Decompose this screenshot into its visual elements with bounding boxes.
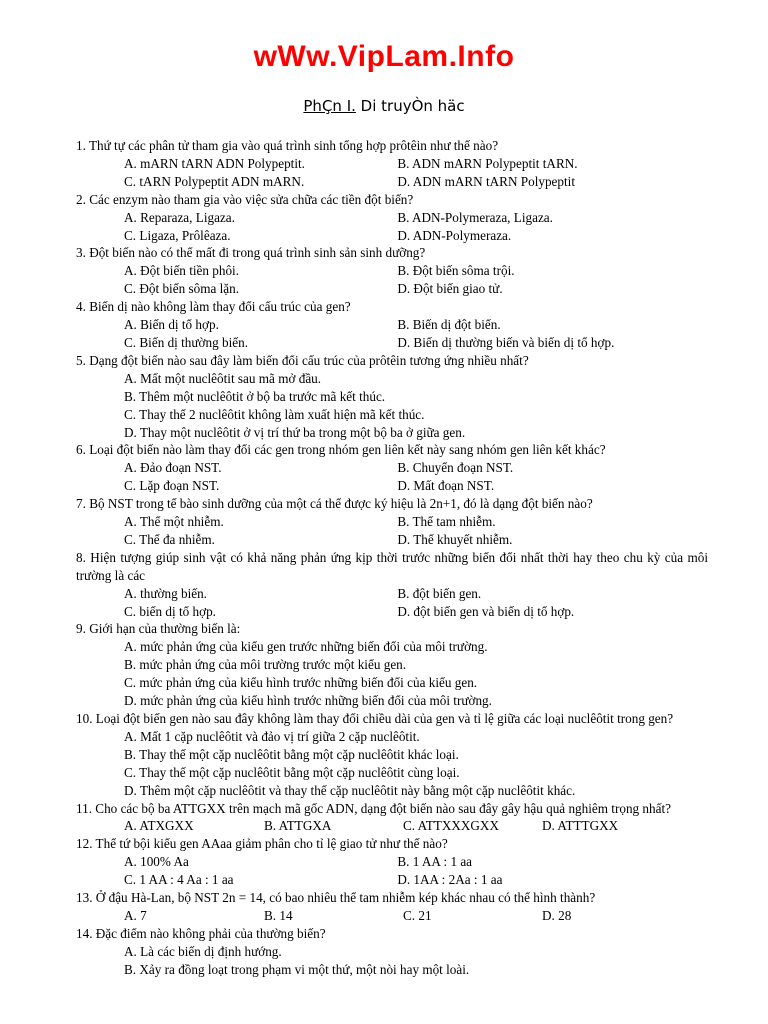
q14-option-a: A. Là các biến dị định hướng. — [124, 943, 282, 959]
q7-option-c: C. Thể đa nhiễm. — [124, 531, 215, 547]
section-title: Di truyÒn häc — [355, 97, 465, 115]
q6-option-c: C. Lặp đoạn NST. — [124, 478, 220, 494]
q2-option-c: C. Ligaza, Prôlêaza. — [124, 227, 231, 243]
section-heading — [0, 97, 768, 115]
question-10: 10. Loại đột biến gen nào sau đây không làm thay đổi chiều dài của gen và tỉ lệ giữa các loại nuclêôtit trong gen? — [76, 711, 674, 726]
q10-option-c: C. Thay thế một cặp nuclêôtit bằng một cặp nuclêôtit cùng loại. — [124, 764, 460, 780]
site-watermark-title: wWw.VipLam.Info — [253, 40, 515, 73]
q6-option-d: D. Mất đoạn NST. — [397, 478, 495, 494]
question-5: 5. Dạng đột biến nào sau đây làm biến đổi cấu trúc của prôtêin tương ứng nhiều nhất? — [76, 352, 529, 368]
q7-option-d: D. Thể khuyết nhiễm. — [397, 531, 513, 547]
q2-option-a: A. Reparaza, Ligaza. — [124, 209, 235, 225]
question-9: 9. Giới hạn của thường biến là: — [76, 621, 241, 637]
q9-option-d: D. mức phản ứng của kiểu hình trước những biến đổi của môi trường. — [124, 693, 492, 709]
question-13: 13. Ở đậu Hà-Lan, bộ NST 2n = 14, có bao nhiêu thể tam nhiễm kép khác nhau có thể hình thành? — [76, 890, 596, 906]
q7-option-b: B. Thể tam nhiễm. — [397, 514, 496, 530]
q6-option-a: A. Đảo đoạn NST. — [124, 460, 222, 476]
q11-option-d: D. ATTTGXX — [542, 818, 619, 834]
question-14: 14. Đặc điểm nào không phải của thường biến? — [76, 925, 326, 941]
question-7: 7. Bộ NST trong tế bào sinh dưỡng của một cá thể được ký hiệu là 2n+1, đó là dạng đột biến nào? — [76, 496, 593, 512]
q5-option-a: A. Mất một nuclêôtit sau mã mở đầu. — [124, 370, 322, 386]
q1-option-d: D. ADN mARN tARN Polypeptit — [397, 173, 575, 189]
question-4: 4. Biến dị nào không làm thay đổi cấu trúc của gen? — [76, 299, 351, 315]
q12-option-d: D. 1AA : 2Aa : 1 aa — [397, 872, 503, 888]
q10-option-a: A. Mất 1 cặp nuclêôtit và đảo vị trí giữa 2 cặp nuclêôtit. — [124, 728, 420, 744]
section-prefix: PhÇn I. — [303, 97, 356, 115]
q5-option-b: B. Thêm một nuclêôtit ở bộ ba trước mã kết thúc. — [124, 388, 386, 404]
q13-option-c: C. 21 — [403, 907, 432, 923]
q6-option-b: B. Chuyển đoạn NST. — [397, 460, 514, 476]
q13-option-b: B. 14 — [264, 907, 293, 923]
question-list — [76, 137, 708, 979]
q1-option-c: C. tARN Polypeptit ADN mARN. — [124, 173, 305, 189]
q9-option-b: B. mức phản ứng của môi trường trước một kiểu gen. — [124, 657, 407, 673]
q7-option-a: A. Thể một nhiễm. — [124, 514, 224, 530]
q12-option-c: C. 1 AA : 4 Aa : 1 aa — [124, 872, 234, 888]
question-11: 11. Cho các bộ ba ATTGXX trên mạch mã gốc ADN, dạng đột biến nào sau đây gây hậu quả nghiêm trọng nhất? — [76, 800, 671, 816]
q3-option-c: C. Đột biến sôma lặn. — [124, 281, 240, 297]
q8-option-c: C. biến dị tổ hợp. — [124, 603, 216, 619]
q3-option-a: A. Đột biến tiền phôi. — [124, 263, 240, 279]
q14-option-b: B. Xảy ra đồng loạt trong phạm vi một thứ, một nòi hay một loài. — [124, 961, 470, 977]
q10-option-b: B. Thay thế một cặp nuclêôtit bằng một cặp nuclêôtit khác loại. — [124, 746, 459, 762]
q13-option-d: D. 28 — [542, 907, 572, 923]
q2-option-d: D. ADN-Polymeraza. — [397, 227, 512, 243]
q8-option-a: A. thường biến. — [124, 585, 207, 601]
q4-option-a: A. Biến dị tổ hợp. — [124, 317, 219, 333]
q5-option-c: C. Thay thế 2 nuclêôtit không làm xuất hiện mã kết thúc. — [124, 406, 425, 422]
q5-option-d: D. Thay một nuclêôtit ở vị trí thứ ba trong một bộ ba ở giữa gen. — [124, 424, 466, 440]
q9-option-a: A. mức phản ứng của kiểu gen trước những biến đổi của môi trường. — [124, 639, 488, 655]
q11-option-c: C. ATTXXXGXX — [403, 818, 499, 834]
q4-option-b: B. Biến dị đột biến. — [397, 317, 501, 333]
q1-option-a: A. mARN tARN ADN Polypeptit. — [124, 155, 305, 171]
q4-option-c: C. Biến dị thường biến. — [124, 334, 249, 350]
question-12: 12. Thể tứ bội kiểu gen AAaa giảm phân cho tỉ lệ giao tử như thế nào? — [76, 836, 448, 852]
q4-option-d: D. Biến dị thường biến và biến dị tổ hợp. — [397, 334, 615, 350]
q8-option-b: B. đột biến gen. — [397, 585, 482, 601]
q3-option-b: B. Đột biến sôma trội. — [397, 263, 515, 279]
q9-option-c: C. mức phản ứng của kiểu hình trước những biến đổi của kiểu gen. — [124, 675, 478, 691]
question-3: 3. Đột biến nào có thể mất đi trong quá trình sinh sản sinh dưỡng? — [76, 245, 426, 261]
q11-option-b: B. ATTGXA — [264, 818, 332, 834]
q12-option-b: B. 1 AA : 1 aa — [397, 854, 473, 870]
question-1: 1. Thứ tự các phân tử tham gia vào quá trình sinh tổng hợp prôtêin như thế nào? — [76, 138, 499, 153]
question-8: 8. Hiện tượng giúp sinh vật có khả năng phản ứng kịp thời trước những biến đổi nhất thời hay theo chu kỳ của môi trường là các — [76, 549, 708, 583]
question-6: 6. Loại đột biến nào làm thay đổi các gen trong nhóm gen liên kết này sang nhóm gen liên kết khác? — [76, 442, 606, 458]
q3-option-d: D. Đột biến giao tử. — [397, 281, 503, 297]
q13-option-a: A. 7 — [124, 907, 147, 923]
question-2: 2. Các enzym nào tham gia vào việc sửa chữa các tiền đột biến? — [76, 191, 414, 207]
q8-option-d: D. đột biến gen và biến dị tổ hợp. — [397, 603, 575, 619]
q10-option-d: D. Thêm một cặp nuclêôtit và thay thế cặp nuclêôtit này bằng một cặp nuclêôtit khác. — [124, 782, 576, 798]
q2-option-b: B. ADN-Polymeraza, Ligaza. — [397, 209, 553, 225]
q11-option-a: A. ATXGXX — [124, 818, 194, 834]
q1-option-b: B. ADN mARN Polypeptit tARN. — [397, 155, 578, 171]
q12-option-a: A. 100% Aa — [124, 854, 189, 870]
